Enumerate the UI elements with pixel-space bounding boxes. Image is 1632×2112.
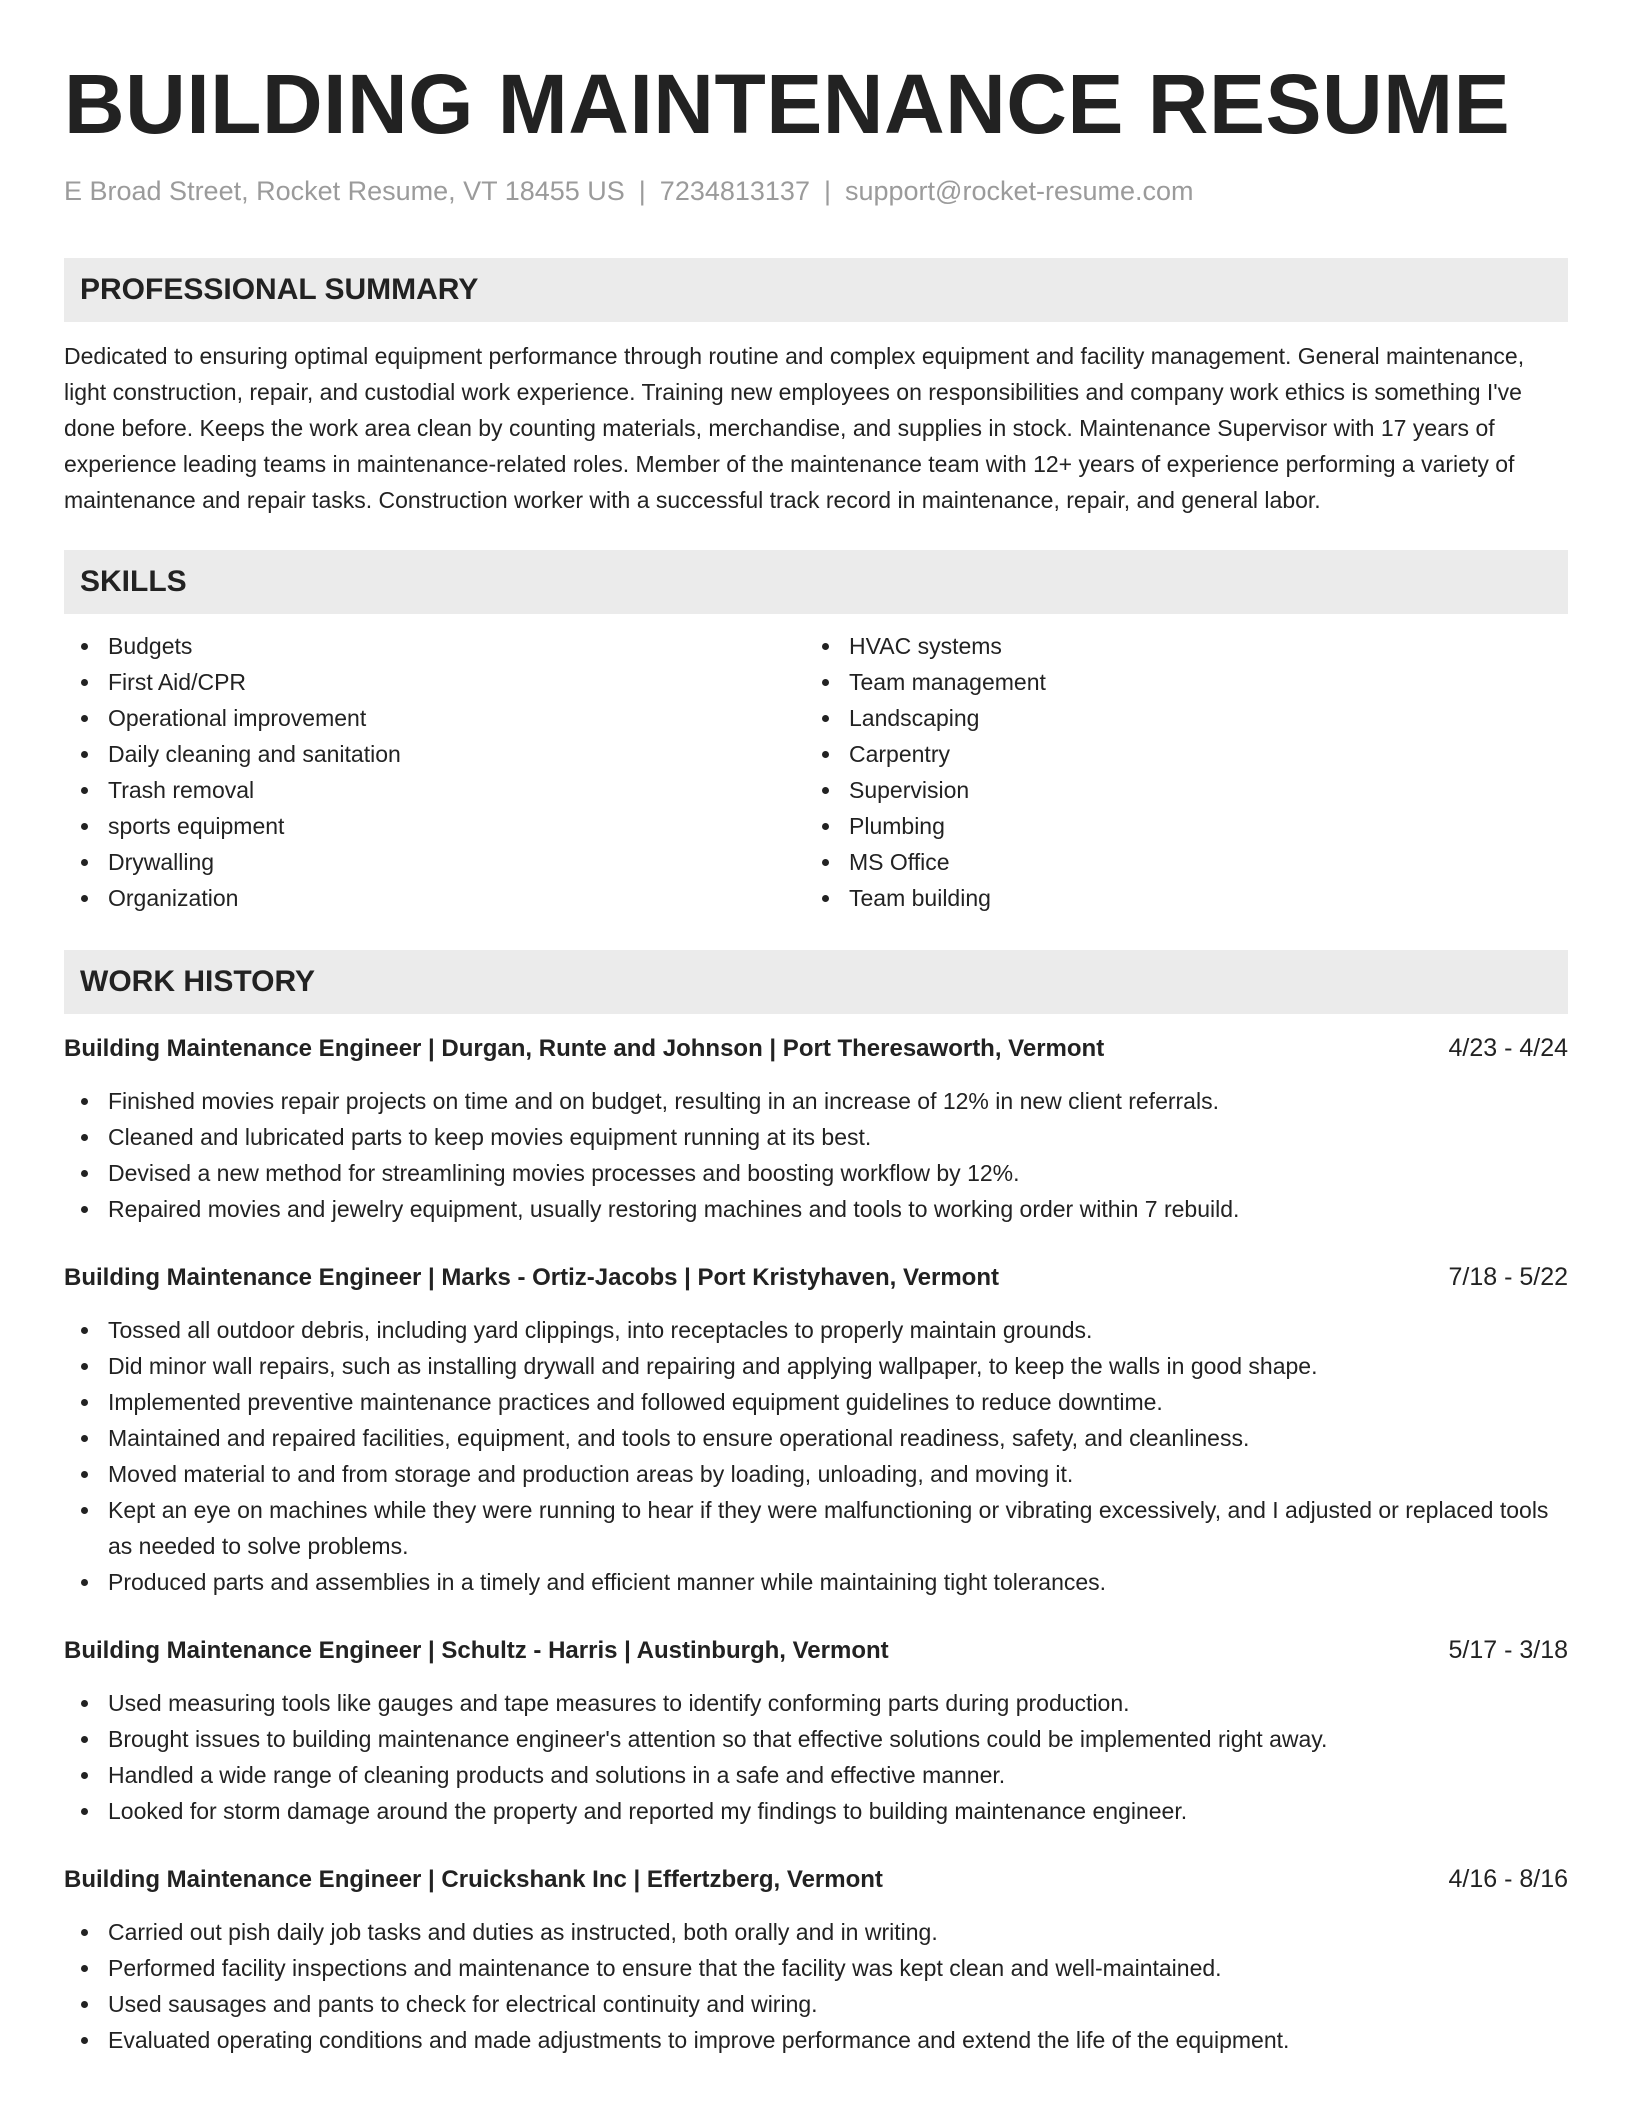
skill-item: Organization [64, 880, 805, 916]
skill-item: Trash removal [64, 772, 805, 808]
job-bullet: Repaired movies and jewelry equipment, usually restoring machines and tools to working order within 7 rebuild. [64, 1191, 1568, 1227]
work-history-section-header: WORK HISTORY [64, 950, 1568, 1014]
skill-item: Operational improvement [64, 700, 805, 736]
job-bullets [64, 1083, 1568, 1227]
job-bullets [64, 1685, 1568, 1829]
skill-item: MS Office [805, 844, 1546, 880]
contact-separator: | [638, 176, 646, 206]
contact-email: support@rocket-resume.com [844, 176, 1194, 206]
job-bullet: Did minor wall repairs, such as installing drywall and repairing and applying wallpaper, to keep the walls in good shape. [64, 1348, 1568, 1384]
skills-column-right [805, 628, 1546, 916]
skill-item: Team management [805, 664, 1546, 700]
job-header [64, 1030, 1568, 1067]
job-entry [64, 1861, 1568, 2058]
job-entry [64, 1632, 1568, 1829]
skill-item: Budgets [64, 628, 805, 664]
skill-item: Supervision [805, 772, 1546, 808]
skill-item: Team building [805, 880, 1546, 916]
skill-item: Drywalling [64, 844, 805, 880]
job-header [64, 1632, 1568, 1669]
skill-item: Landscaping [805, 700, 1546, 736]
summary-text: Dedicated to ensuring optimal equipment performance through routine and complex equipment and facility management. General maintenance, light construction, repair, and custodial work experience. Training new employees on responsibilities and company work ethics is something I've done before. Keeps the work area clean by counting materials, merchandise, and supplies in stock. Maintenance Supervisor with 17 years of experience leading teams in maintenance-related roles. Member of the maintenance team with 12+ years of experience performing a variety of maintenance and repair tasks. Construction worker with a successful track record in maintenance, repair, and general labor. [64, 343, 1525, 513]
job-header [64, 1259, 1568, 1296]
contact-line [64, 174, 1568, 208]
job-bullet: Cleaned and lubricated parts to keep movies equipment running at its best. [64, 1119, 1568, 1155]
job-bullet: Maintained and repaired facilities, equipment, and tools to ensure operational readiness, safety, and cleanliness. [64, 1420, 1568, 1456]
job-bullet: Looked for storm damage around the property and reported my findings to building maintenance engineer. [64, 1793, 1568, 1829]
job-entry [64, 1259, 1568, 1600]
job-bullet: Devised a new method for streamlining movies processes and boosting workflow by 12%. [64, 1155, 1568, 1191]
job-dates: 5/17 - 3/18 [1448, 1636, 1568, 1664]
skills-column-left [64, 628, 805, 916]
job-title: Building Maintenance Engineer | Schultz - Harris | Austinburgh, Vermont [64, 1637, 889, 1664]
work-history-list [64, 1030, 1568, 2058]
job-bullet: Performed facility inspections and maintenance to ensure that the facility was kept clean and well-maintained. [64, 1950, 1568, 1986]
resume-name: BUILDING MAINTENANCE RESUME [64, 57, 1511, 151]
job-dates: 4/23 - 4/24 [1448, 1034, 1568, 1062]
skill-item: Carpentry [805, 736, 1546, 772]
job-bullet: Used measuring tools like gauges and tape measures to identify conforming parts during production. [64, 1685, 1568, 1721]
job-entry [64, 1030, 1568, 1227]
job-bullet: Handled a wide range of cleaning products and solutions in a safe and effective manner. [64, 1757, 1568, 1793]
job-title: Building Maintenance Engineer | Cruickshank Inc | Effertzberg, Vermont [64, 1866, 883, 1893]
skills-section-header: SKILLS [64, 550, 1568, 614]
contact-separator: | [823, 176, 831, 206]
job-bullet: Implemented preventive maintenance practices and followed equipment guidelines to reduce downtime. [64, 1384, 1568, 1420]
job-title: Building Maintenance Engineer | Durgan, Runte and Johnson | Port Theresaworth, Vermont [64, 1035, 1105, 1062]
skill-item: Daily cleaning and sanitation [64, 736, 805, 772]
contact-phone: 7234813137 [659, 176, 810, 206]
job-bullet: Moved material to and from storage and production areas by loading, unloading, and moving it. [64, 1456, 1568, 1492]
job-bullet: Produced parts and assemblies in a timely and efficient manner while maintaining tight tolerances. [64, 1564, 1568, 1600]
summary-section-header: PROFESSIONAL SUMMARY [64, 258, 1568, 322]
job-dates: 4/16 - 8/16 [1448, 1865, 1568, 1893]
job-bullet: Evaluated operating conditions and made adjustments to improve performance and extend the life of the equipment. [64, 2022, 1568, 2058]
job-bullet: Brought issues to building maintenance engineer's attention so that effective solutions could be implemented right away. [64, 1721, 1568, 1757]
skill-item: HVAC systems [805, 628, 1546, 664]
skill-item: First Aid/CPR [64, 664, 805, 700]
job-bullet: Finished movies repair projects on time and on budget, resulting in an increase of 12% in new client referrals. [64, 1083, 1568, 1119]
job-dates: 7/18 - 5/22 [1448, 1263, 1568, 1291]
job-bullet: Kept an eye on machines while they were running to hear if they were malfunctioning or vibrating excessively, and I adjusted or replaced tools as needed to solve problems. [64, 1492, 1568, 1564]
job-bullet: Tossed all outdoor debris, including yard clippings, into receptacles to properly maintain grounds. [64, 1312, 1568, 1348]
job-bullet: Used sausages and pants to check for electrical continuity and wiring. [64, 1986, 1568, 2022]
job-title: Building Maintenance Engineer | Marks - Ortiz-Jacobs | Port Kristyhaven, Vermont [64, 1264, 999, 1291]
job-bullets [64, 1312, 1568, 1600]
job-bullet: Carried out pish daily job tasks and duties as instructed, both orally and in writing. [64, 1914, 1568, 1950]
contact-address: E Broad Street, Rocket Resume, VT 18455 US [64, 176, 625, 206]
skills-list [64, 628, 1568, 916]
job-bullets [64, 1914, 1568, 2058]
job-header [64, 1861, 1568, 1898]
skill-item: sports equipment [64, 808, 805, 844]
skill-item: Plumbing [805, 808, 1546, 844]
